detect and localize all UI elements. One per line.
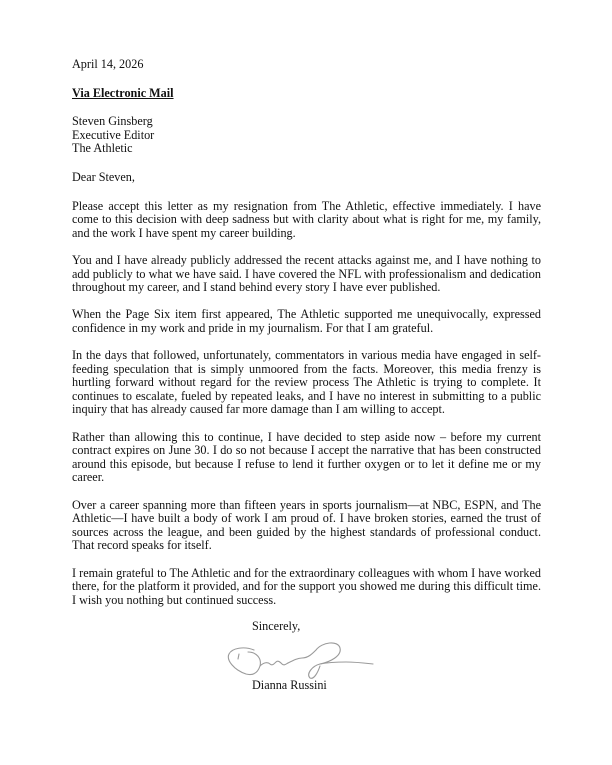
paragraph-step-aside: Rather than allowing this to continue, I have decided to step aside now – before my current contract expires on June 30. I do so not because I accept the narrative that has been constructed around this episode, but because I refuse to lend it further oxygen or to let it define me or my career. <box>72 429 541 485</box>
paragraph-career: Over a career spanning more than fifteen years in sports journalism—at NBC, ESPN, and The Athletic—I have built a body of work I am proud of. I have broken stories, earned the trust of sources across the league, and been guided by the highest standards of professional conduct. That record speaks for itself. <box>72 497 541 553</box>
salutation: Dear Steven, <box>72 169 135 184</box>
paragraph-public-statement: You and I have already publicly addressed the recent attacks against me, and I have nothing to add publicly to what we have said. I have covered the NFL with professionalism and dedication throughout my career, and I stand behind every story I have ever published. <box>72 252 541 295</box>
recipient-organization: The Athletic <box>72 141 133 156</box>
recipient-title: Executive Editor <box>72 127 155 142</box>
signer-name: Dianna Russini <box>252 678 327 692</box>
recipient-address <box>72 115 541 156</box>
paragraph-gratitude: I remain grateful to The Athletic and for the extraordinary colleagues with whom I have worked there, for the platform it provided, and for the support you showed me during this difficult time. I wish you nothing but continued success. <box>72 565 541 607</box>
paragraph-resignation: Please accept this letter as my resignation from The Athletic, effective immediately. I have come to this decision with deep sadness but with clarity about what is right for me, my family, and the work I have spent my career building. <box>72 198 541 240</box>
letter-body <box>72 58 541 621</box>
recipient-name: Steven Ginsberg <box>72 114 153 129</box>
closing: Sincerely, <box>252 619 301 633</box>
letter-date: April 14, 2026 <box>72 57 144 71</box>
delivery-method: Via Electronic Mail <box>72 85 174 100</box>
paragraph-speculation: In the days that followed, unfortunately, commentators in various media have engaged in self-feeding speculation that is simply unmoored from the facts. Moreover, this media frenzy is hurtling forward without regard for the review process The Athletic is trying to complete. It continues to escalate, fueled by repeated leaks, and I have no interest in submitting to a public inquiry that has already caused far more damage than I am willing to accept. <box>72 348 541 417</box>
signature-icon <box>226 636 376 682</box>
paragraph-support: When the Page Six item first appeared, The Athletic supported me unequivocally, expressed confidence in my work and pride in my journalism. For that I am grateful. <box>72 307 541 335</box>
